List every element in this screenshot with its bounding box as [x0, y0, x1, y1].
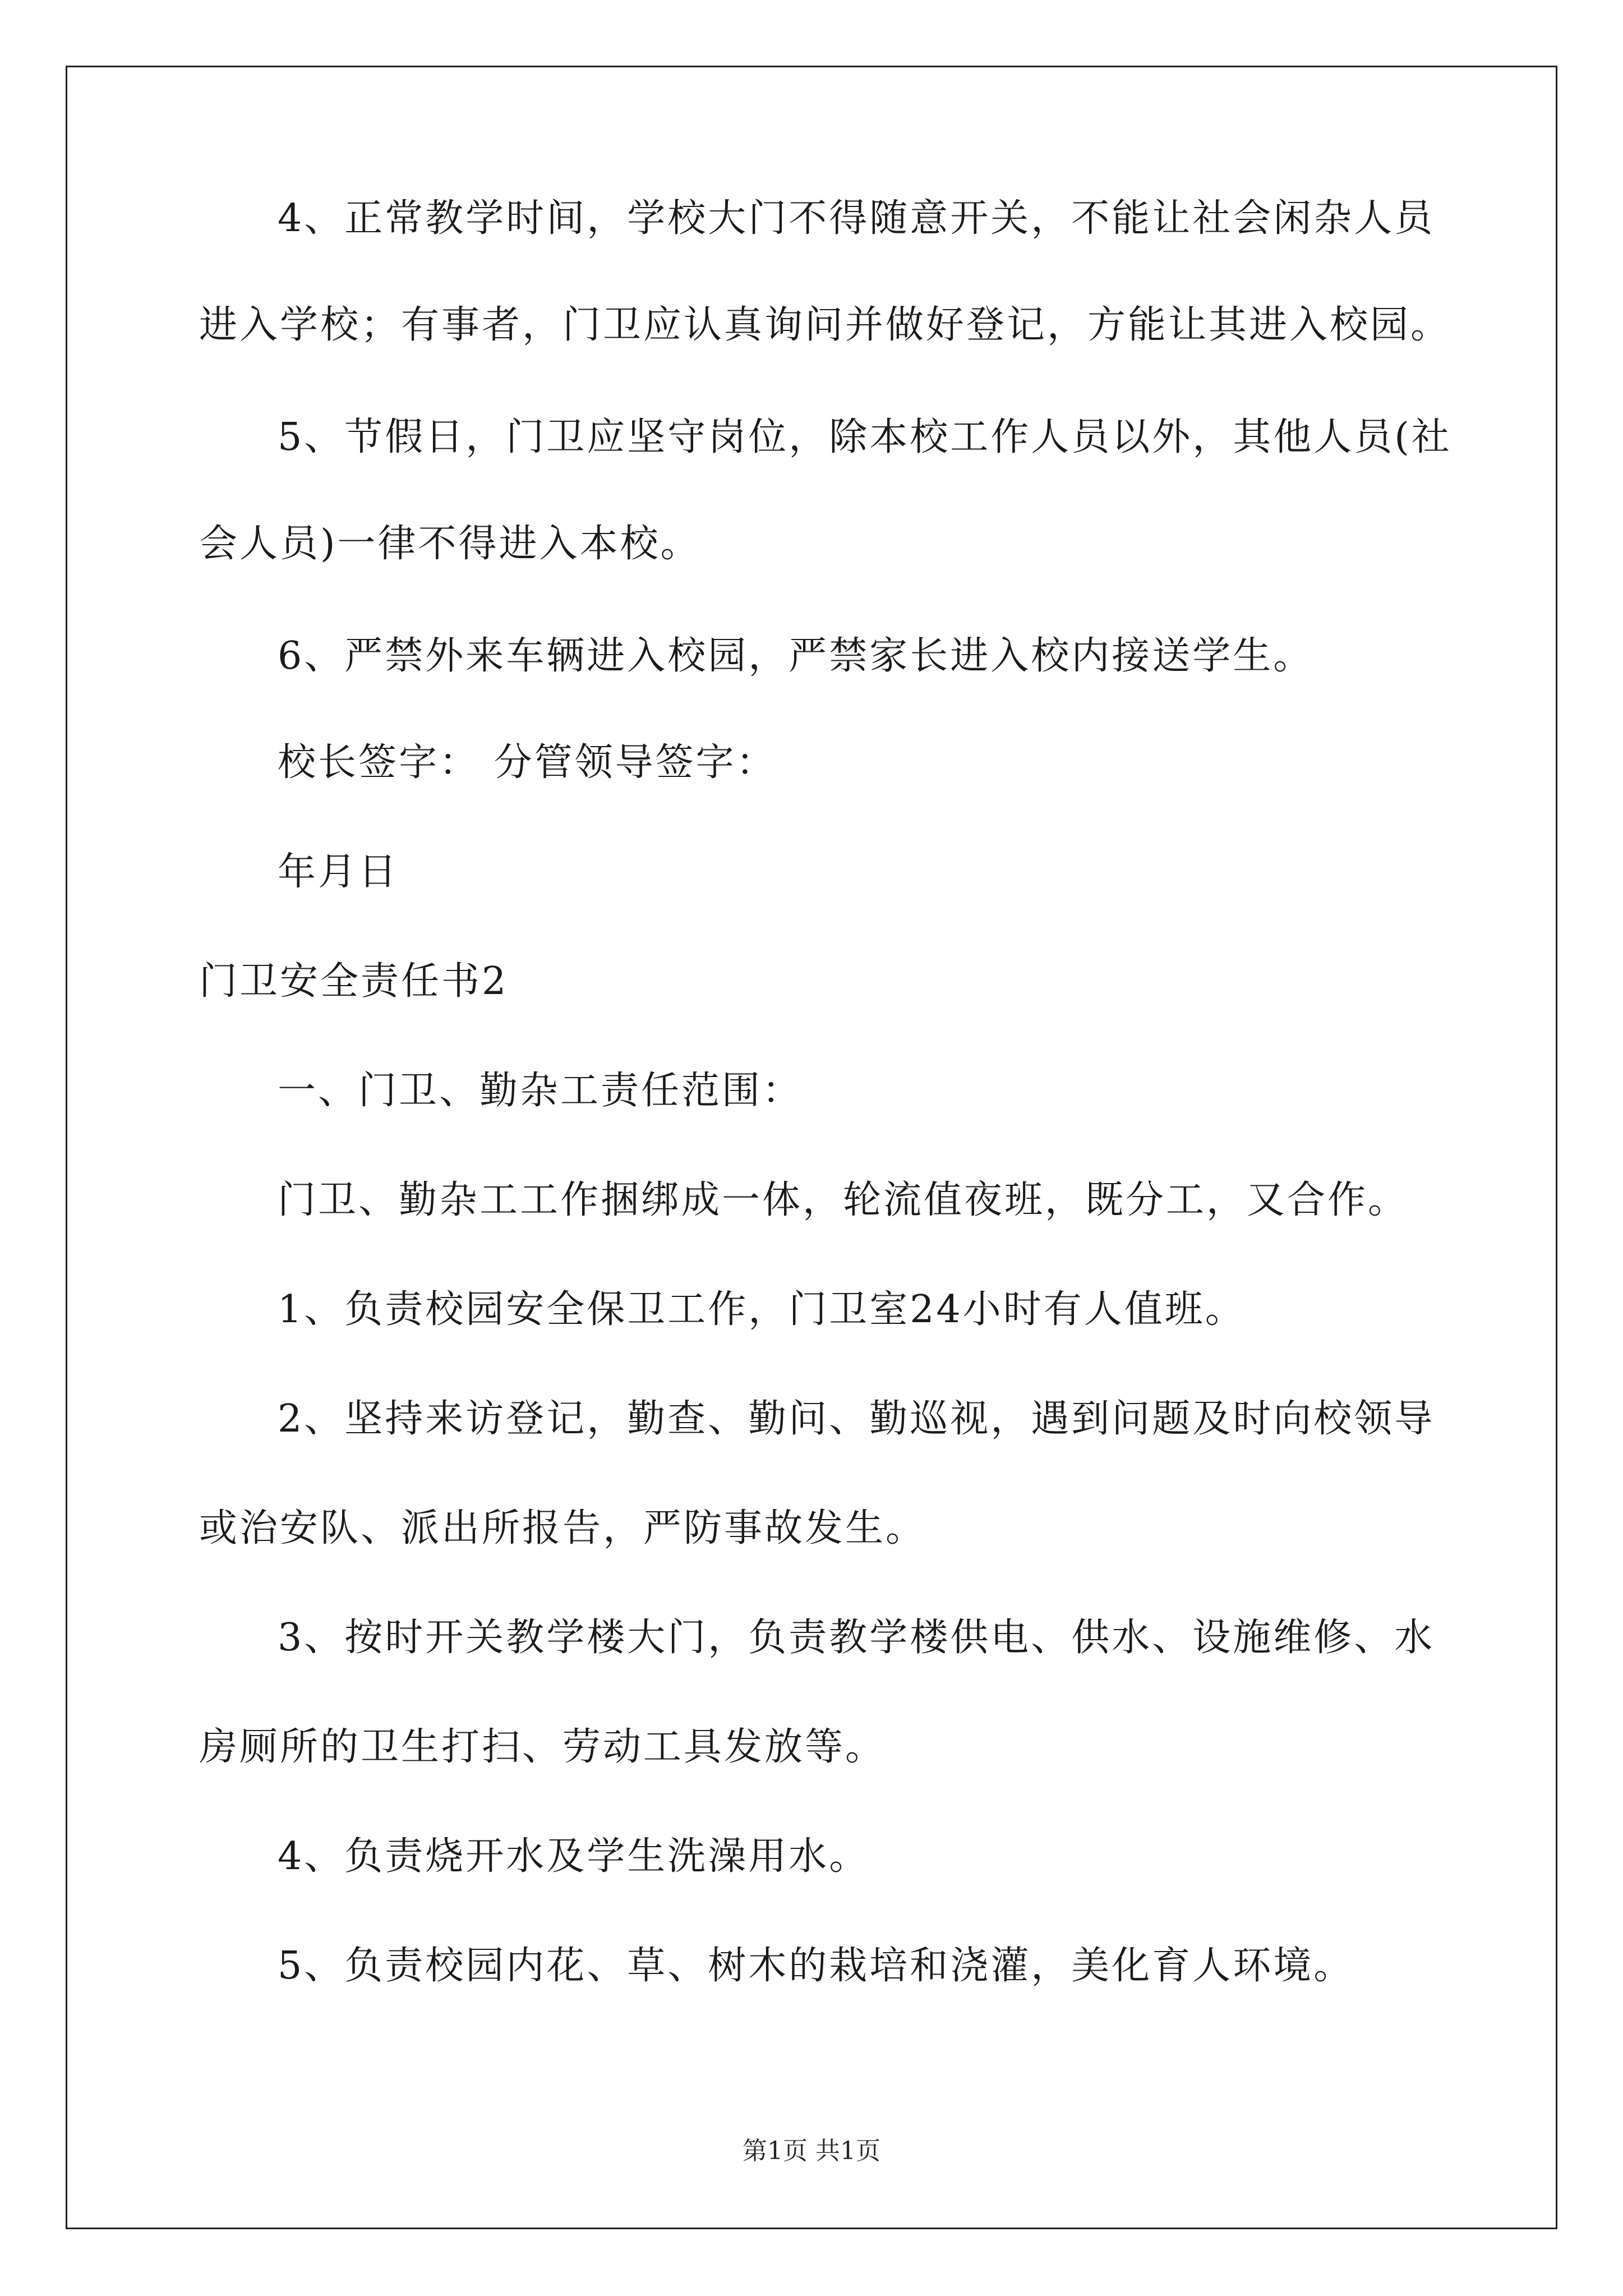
- paragraph-line: 1、负责校园安全保卫工作，门卫室24小时有人值班。: [278, 1287, 1246, 1332]
- signature-line: 校长签字： 分管领导签字：: [278, 740, 777, 785]
- page-border: [66, 66, 1557, 2229]
- paragraph-line: 2、坚持来访登记，勤查、勤问、勤巡视，遇到问题及时向校领导: [278, 1397, 1435, 1441]
- paragraph-line: 6、严禁外来车辆进入校园，严禁家长进入校内接送学生。: [278, 634, 1314, 678]
- section-title: 门卫安全责任书2: [199, 959, 509, 1004]
- date-line: 年月日: [278, 850, 399, 894]
- paragraph-line: 3、按时开关教学楼大门，负责教学楼供电、供水、设施维修、水: [278, 1616, 1435, 1660]
- paragraph-line: 5、负责校园内花、草、树木的栽培和浇灌，美化育人环境。: [278, 1944, 1354, 1988]
- paragraph-line: 或治安队、派出所报告，严防事故发生。: [199, 1506, 926, 1550]
- paragraph-line: 4、负责烧开水及学生洗澡用水。: [278, 1834, 870, 1879]
- paragraph-line: 一、门卫、勤杂工责任范围：: [278, 1069, 803, 1113]
- paragraph-line: 进入学校；有事者，门卫应认真询问并做好登记，方能让其进入校园。: [199, 303, 1451, 347]
- page-number-footer: 第1页 共1页: [743, 2137, 880, 2165]
- paragraph-line: 会人员)一律不得进入本校。: [199, 522, 701, 566]
- paragraph-line: 房厕所的卫生打扫、劳动工具发放等。: [199, 1725, 886, 1769]
- paragraph-line: 4、正常教学时间，学校大门不得随意开关，不能让社会闲杂人员: [278, 196, 1435, 241]
- paragraph-line: 5、节假日，门卫应坚守岗位，除本校工作人员以外，其他人员(社: [278, 415, 1452, 459]
- paragraph-line: 门卫、勤杂工工作捆绑成一体，轮流值夜班，既分工，又合作。: [278, 1178, 1409, 1222]
